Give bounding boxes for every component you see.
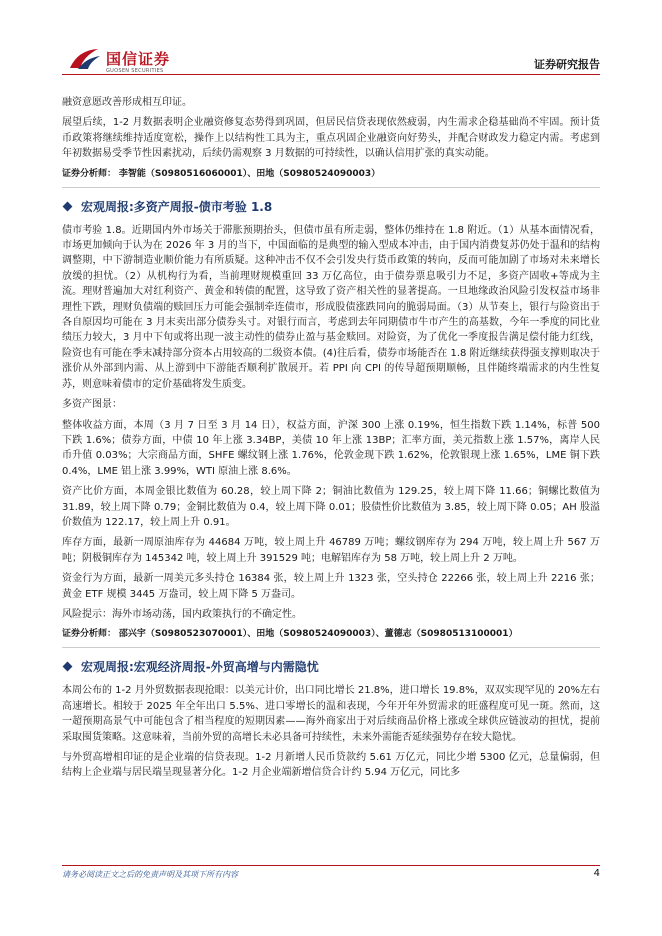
paragraph: 风险提示：海外市场动荡，国内政策执行的不确定性。 bbox=[62, 608, 302, 620]
section-heading-text: 宏观周报:多资产周报-债市考验 1.8 bbox=[81, 199, 273, 214]
section-heading bbox=[62, 658, 600, 675]
header-divider bbox=[62, 74, 600, 75]
report-type-label: 证券研究报告 bbox=[534, 58, 600, 71]
diamond-bullet-icon bbox=[63, 662, 73, 672]
page-header bbox=[0, 0, 662, 80]
analyst-names: 李智能（S0980516060001）、田地（S0980524090003） bbox=[118, 168, 381, 179]
paragraph: 与外贸高增相印证的是企业端的信贷表现。1-2 月新增人民币贷款约 5.61 万亿元，同比少增 5300 亿元，总量偏弱，但结构上企业端与居民端呈现显著分化。1-2 月企业端新增信贷合计约 5.94 万亿元，同比多 bbox=[62, 752, 600, 779]
diamond-bullet-icon bbox=[63, 201, 73, 211]
paragraph: 库存方面，最新一周原油库存为 44684 万吨，较上周上升 46789 万吨；螺纹钢库存为 294 万吨，较上周上升 567 万吨；阴极铜库存为 145342 吨，较上周上升 391529 吨；电解铝库存为 58 万吨，较上周上升 2 万吨。 bbox=[62, 537, 600, 564]
analyst-names: 邵兴宇（S0980523070001）、田地（S0980524090003）、董德志（S0980513100001） bbox=[118, 629, 518, 640]
paragraph: 展望后续，1-2 月数据表明企业融资修复态势得到巩固，但居民信贷表现依然疲弱，内生需求企稳基础尚不牢固。预计货币政策将继续维持适度宽松，操作上以结构性工具为主，重点巩固企业融资向好势头，并配合财政发力稳定内需。考虑到年初数据易受季节性因素扰动，后续仍需观察 3 月数据的可持续性，以确认信用扩张的真实动能。 bbox=[62, 117, 600, 160]
paragraph: 资金行为方面，最新一周美元多头持仓 16384 张，较上周上升 1323 张，空头持仓 22266 张，较上周上升 2216 张；黄金 ETF 规模 3445 万盎司，较上周下降 5 万盎司。 bbox=[62, 573, 600, 600]
paragraph: 资产比价方面，本周金银比数值为 60.28，较上周下降 2；铜油比数值为 129.25，较上周下降 11.66；铜螺比数值为 31.89，较上周下降 0.79；金铜比数值为 0.4，较上周下降 0.01；股债性价比数值为 3.85，较上周下降 0.05；AH 股溢价数值为 122.17，较上周上升 0.91。 bbox=[62, 486, 600, 528]
logo-english-name: GUOSEN SECURITIES bbox=[106, 68, 164, 74]
paragraph: 多资产图景： bbox=[62, 399, 122, 411]
logo-chinese-name: 国信证券 bbox=[106, 50, 171, 68]
report-body bbox=[62, 95, 600, 786]
paragraph: 整体收益方面，本周（3 月 7 日至 3 月 14 日），权益方面，沪深 300 上涨 0.19%，恒生指数下跌 1.14%，标普 500 下跌 1.6%；债券方面，中债 10 年上涨 3.34BP，美债 10 年上涨 13BP；汇率方面，美元指数上涨 1.57%，离岸人民币升值 0.03%；大宗商品方面，SHFE 螺纹钢上涨 1.76%，伦敦金现下跌 1.62%，伦敦银现上涨 1.65%，LME 铜下跌 0.4%，LME 铝上涨 3.99%，WTI 原油上涨 8.6%。 bbox=[62, 419, 600, 477]
section-heading-text: 宏观周报:宏观经济周报-外贸高增与内需隐忧 bbox=[81, 660, 319, 675]
disclaimer-note: 请务必阅读正文之后的免责声明及其项下所有内容 bbox=[62, 870, 238, 879]
analyst-line bbox=[62, 167, 600, 181]
paragraph: 债市考验 1.8。近期国内外市场关于滞胀预期抬头，但债市虽有所走弱，整体仍维持在 1.8 附近。（1）从基本面情况看，市场更加倾向于认为在 2026 年 3 月的当下，中国面临的是典型的输入型成本冲击，由于国内消费复苏仍处于温和的结构调整期，中下游制造业顺价能力有所质疑。这种冲击不仅不会引发央行货币政策的转向，反而可能加剧了市场对未来增长放缓的担忧。（2）从机构行为看，当前理财规模重回 33 万亿高位，由于债券票息吸引力不足，多资产固收+等成为主流。理财普遍加大对红利资产、黄金和转债的配置，这导致了资产相关性的显著提高。一旦地缘政治风险引发权益市场非理性下跌，理财负债端的赎回压力可能会强制牵连债市，形成股债涨跌同向的脆弱局面。（3）从节奏上，银行与险资出于各自原因均可能在 3 月末卖出部分债券头寸。对银行而言，考虑到去年同期债市牛市产生的高基数，今年一季度的同比业绩压力较大，3 月中下旬或将出现一波主动性的债券止盈与基金赎回。对险资，为了优化一季度报告满足偿付能力红线，险资也有可能在季末减持部分资本占用较高的二级资本债。(4)往后看，债券市场能否在 1.8 附近继续获得强支撑则取决于涨价从外部到内需、从上游到中下游能否顺利扩散展开。若 PPI 向 CPI 的传导超预期顺畅，且伴随终端需求的内生性复苏，则意味着债市的定价基础将发生质变。 bbox=[62, 224, 600, 390]
section-divider bbox=[62, 187, 600, 188]
analyst-label: 证券分析师： bbox=[62, 629, 117, 640]
page-number: 4 bbox=[593, 868, 600, 879]
section-heading bbox=[62, 198, 600, 215]
paragraph: 融资意愿改善形成相互印证。 bbox=[62, 97, 192, 108]
analyst-label: 证券分析师： bbox=[62, 168, 117, 179]
analyst-line bbox=[62, 627, 600, 641]
section-divider bbox=[62, 647, 600, 648]
guosen-logo-icon bbox=[68, 46, 102, 72]
paragraph: 本周公布的 1-2 月外贸数据表现抢眼：以美元计价，出口同比增长 21.8%，进口增长 19.8%，双双实现罕见的 20%左右高速增长。相较于 2025 年全年出口 5.5%、进口零增长的温和表现，今年开年外贸需求的旺盛程度可见一斑。然而，这一超预期高景气中可能包含了相当程度的短期因素——海外商家出于对后续商品价格上涨或全球供应链波动的担忧，提前采取囤货策略。这意味着，当前外贸的高增长未必具备可持续性，未来外需能否延续强势存在较大隐忧。 bbox=[62, 685, 600, 743]
footer-divider bbox=[62, 865, 600, 866]
